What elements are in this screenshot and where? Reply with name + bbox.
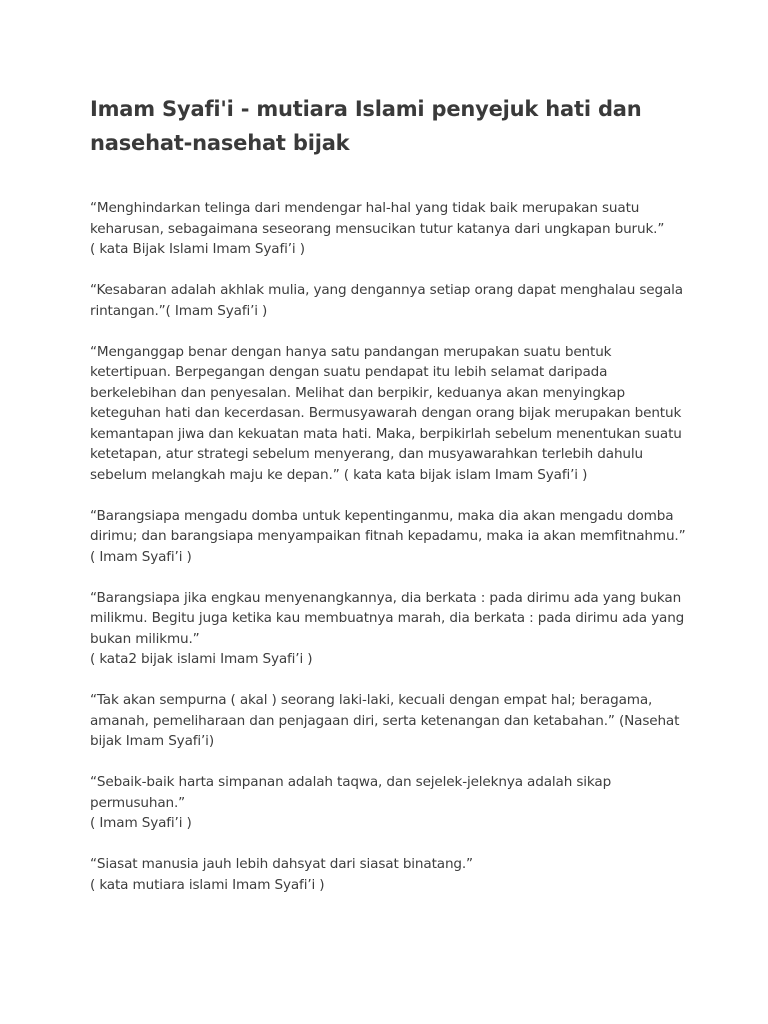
quote-paragraph: “Menganggap benar dengan hanya satu pandangan merupakan suatu bentuk ketertipuan. Berpegangan dengan suatu pendapat itu lebih selamat daripada berkelebihan dan penyesalan. Melihat dan berpikir, keduanya akan menyingkap keteguhan hati dan kecerdasan. Bermusyawarah dengan orang bijak merupakan bentuk kemantapan jiwa dan kekuatan mata hati. Maka, berpikirlah sebelum menentukan suatu ketetapan, atur strategi sebelum menyerang, dan musyawarahkan terlebih dahulu sebelum melangkah maju ke depan.” ( kata kata bijak islam Imam Syafi’i ): [90, 343, 682, 483]
quote-paragraph: “Barangsiapa mengadu domba untuk kepentinganmu, maka dia akan mengadu domba dirimu; dan barangsiapa menyampaikan fitnah kepadamu, maka ia akan memfitnahmu.” ( Imam Syafi’i ): [90, 507, 686, 565]
quote-paragraph: “Menghindarkan telinga dari mendengar hal-hal yang tidak baik merupakan suatu keharusan, sebagaimana seseorang mensucikan tutur katanya dari ungkapan buruk.” ( kata Bijak Islami Imam Syafi’i ): [90, 200, 665, 257]
quote-paragraph: “Sebaik-baik harta simpanan adalah taqwa, dan sejelek-jeleknya adalah sikap permusuhan.” ( Imam Syafi’i ): [90, 774, 612, 831]
quote-paragraph: “Tak akan sempurna ( akal ) seorang laki-laki, kecuali dengan empat hal; beragama, amanah, pemeliharaan dan penjagaan diri, serta ketenangan dan ketabahan.” (Nasehat bijak Imam Syafi’i): [90, 692, 680, 749]
document-page: [90, 92, 690, 916]
page-title: Imam Syafi'i - mutiara Islami penyejuk hati dan nasehat-nasehat bijak: [90, 97, 642, 155]
quote-paragraph: “Siasat manusia jauh lebih dahsyat dari siasat binatang.” ( kata mutiara islami Imam Syafi’i ): [90, 856, 473, 893]
quote-paragraph: “Barangsiapa jika engkau menyenangkannya, dia berkata : pada dirimu ada yang bukan milikmu. Begitu juga ketika kau membuatnya marah, dia berkata : pada dirimu ada yang bukan milikmu.” ( kata2 bijak islami Imam Syafi’i ): [90, 589, 685, 667]
quote-paragraph: “Kesabaran adalah akhlak mulia, yang dengannya setiap orang dapat menghalau segala rintangan.”( Imam Syafi’i ): [90, 282, 683, 319]
